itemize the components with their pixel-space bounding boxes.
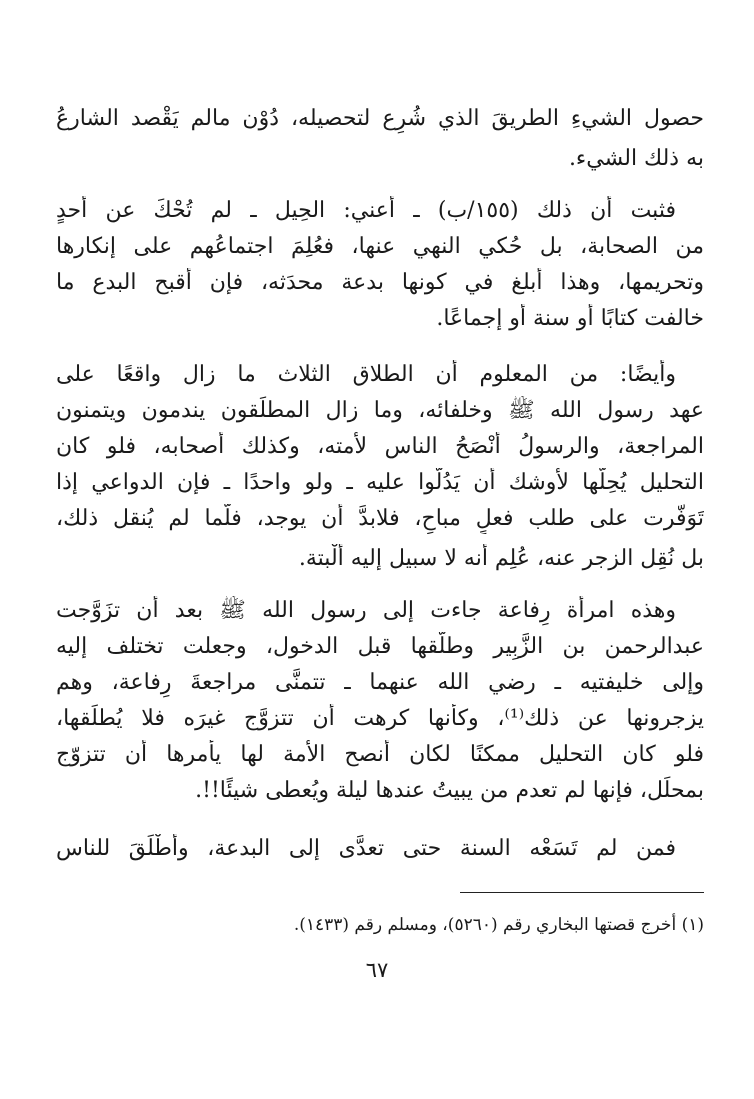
page-number: ٦٧ bbox=[365, 958, 389, 982]
text-line: بمحلِّل، فإنها لم تعدم من يبيتُ عندها ليلة ويُعطى شيئًا!!. bbox=[195, 778, 704, 803]
text-line: عبدالرحمن بن الزَّبِير وطلَّقها قبل الدخول، وجعلت تختلف إليه bbox=[56, 634, 704, 659]
footnote-separator bbox=[460, 892, 704, 893]
text-line: فثبت أن ذلك (١٥٥/ب) ـ أعني: الحِيل ـ لم تُحْكَ عن أحدٍ bbox=[56, 198, 676, 223]
text-line: من الصحابة، بل حُكي النهي عنها، فعُلِمَ اجتماعُهم على إنكارها bbox=[56, 234, 704, 259]
text-line: عهد رسول الله ﷺ وخلفائه، وما زال المطلِّقون يندمون ويتمنون bbox=[56, 398, 704, 423]
text-line: وأيضًا: من المعلوم أن الطلاق الثلاث ما زال واقعًا على bbox=[56, 362, 676, 387]
text-line: بل نُقِل الزجر عنه، عُلِم أنه لا سبيل إليه ألْبتة. bbox=[298, 546, 704, 571]
text-line: فلو كان التحليل ممكنًا لكان أنصح الأمة لها يأمرها أن تتزوّج bbox=[56, 742, 704, 767]
text-line: يزجرونها عن ذلك⁽¹⁾، وكأنها كرهت أن تتزوَّج غيرَه فلا يُطلِّقها، bbox=[56, 706, 704, 731]
text-line: المراجعة، والرسولُ أَنْصَحُ الناس لأمته، وكذلك أصحابه، فلو كان bbox=[56, 434, 704, 459]
text-line: تَوَفَّرت على طلب فعلٍ مباحٍ، فلابدَّ أن يوجد، فلَّما لم يُنقل ذلك، bbox=[56, 506, 704, 531]
text-line: وإلى خليفتيه ـ رضي الله عنهما ـ تتمنَّى مراجعةَ رِفاعة، وهم bbox=[56, 670, 704, 695]
text-line: حصول الشيءِ الطريقَ الذي شُرِع لتحصيله، دُوْن مالم يَقْصد الشارعُ bbox=[56, 106, 704, 131]
text-line: خالفت كتابًا أو سنة أو إجماعًا. bbox=[436, 306, 704, 331]
footnote: (١) أخرج قصتها البخاري رقم (٥٢٦٠)، ومسلم رقم (١٤٣٣). bbox=[293, 915, 704, 935]
text-line: به ذلك الشيء. bbox=[568, 146, 704, 171]
text-line: وهذه امرأة رِفاعة جاءت إلى رسول الله ﷺ بعد أن تزَوَّجت bbox=[56, 598, 676, 623]
text-line: التحليل يُحِلُّها لأوشك أن يَدُلُّوا عليه ـ ولو واحدًا ـ فإن الدواعي إذا bbox=[56, 470, 704, 495]
text-line: فمن لم تَسَعْه السنة حتى تعدَّى إلى البدعة، وأطْلَقَ للناس bbox=[56, 836, 676, 861]
text-line: وتحريمها، وهذا أبلغ في كونها بدعة محدَثه، فإن أقبح البدع ما bbox=[56, 270, 704, 295]
